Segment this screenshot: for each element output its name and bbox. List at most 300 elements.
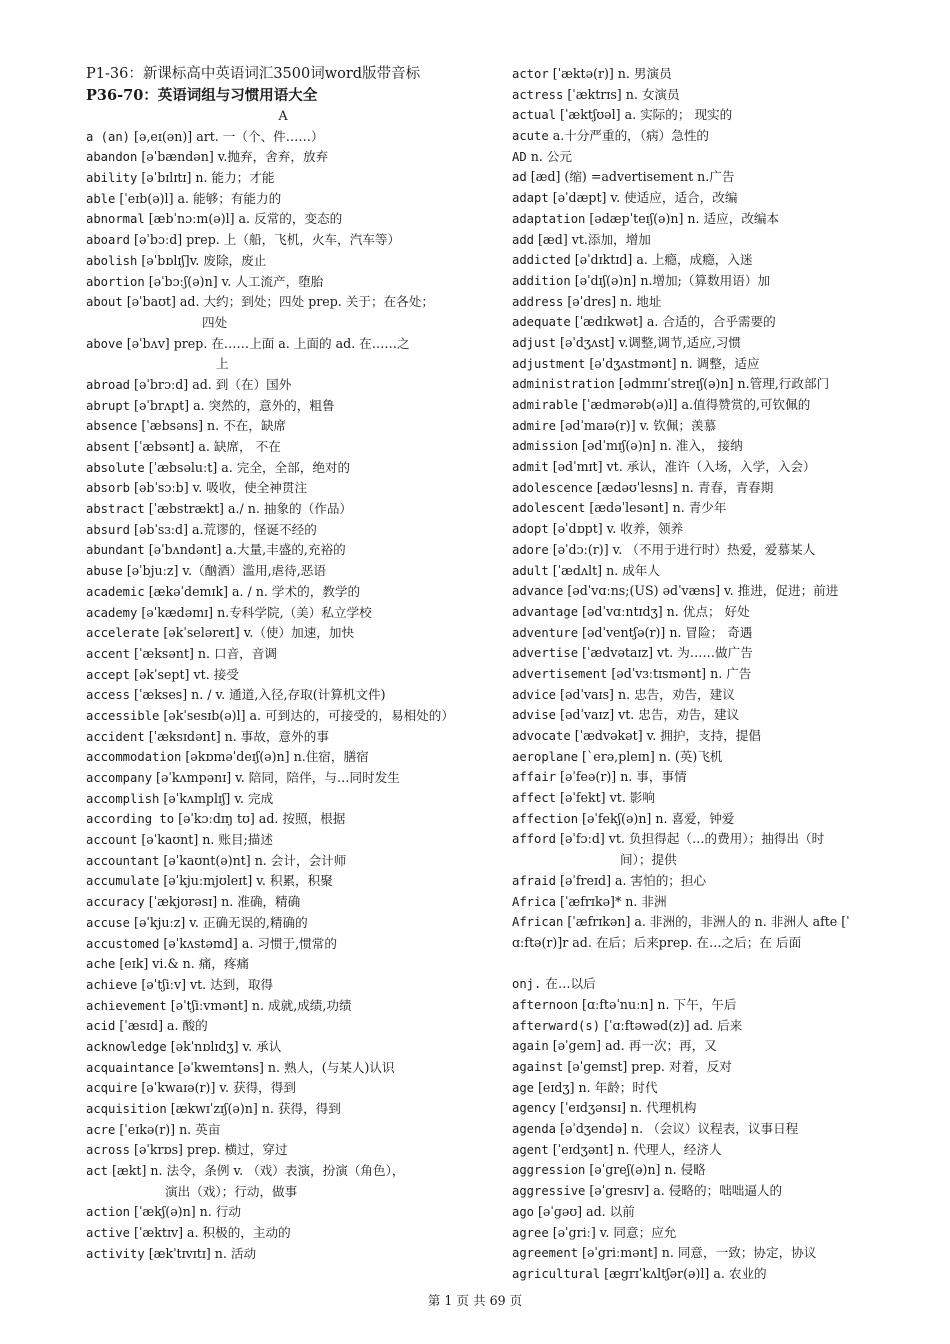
definition: [ədˈmɪt] vt. 承认，准许（入场，入学，入会） <box>548 459 816 475</box>
vocab-entry <box>86 1078 486 1099</box>
vocab-entry <box>512 188 912 209</box>
vocab-entry <box>86 851 486 872</box>
headword: advertise <box>512 646 579 661</box>
headword: above <box>86 336 123 351</box>
definition: [əˈbrʌpt] a. 突然的，意外的，粗鲁 <box>130 397 335 413</box>
left-column <box>86 64 486 1265</box>
vocab-entry <box>512 1160 912 1181</box>
definition: [ˈæktʃʊəl] a. 实际的； 现实的 <box>556 107 733 123</box>
definition: [ˈædɪkwət] a. 合适的，合乎需要的 <box>570 314 776 330</box>
vocab-entry <box>512 292 912 313</box>
definition: [ædəʊˈlesns] n. 青春，青春期 <box>592 479 774 495</box>
vocab-entry <box>512 1181 912 1202</box>
definition: [ˈæfrɪkən] a. 非洲的，非洲人的 n. 非洲人 afte [ˈ <box>563 914 850 930</box>
headword: add <box>512 232 535 247</box>
headword: active <box>86 1226 131 1241</box>
vocab-entry <box>512 1140 912 1161</box>
definition: 在…以后 <box>541 976 596 992</box>
definition: [ˈæbsənt] a. 缺席， 不在 <box>130 439 281 454</box>
definition: [ədæpˈteɪʃ(ə)n] n. 适应，改编本 <box>585 210 780 226</box>
vocab-entry <box>512 829 912 850</box>
headword: afternoon <box>512 997 579 1012</box>
headword: ability <box>86 171 138 186</box>
headword: abortion <box>86 274 145 289</box>
vocab-entry <box>512 436 912 457</box>
definition: [əˈfekʃ(ə)n] n. 喜爱，钟爱 <box>578 810 735 826</box>
vocab-entry <box>86 520 486 541</box>
vocab-entry <box>86 396 486 417</box>
headword: afraid <box>512 873 557 888</box>
vocab-entry <box>86 665 486 686</box>
definition: [ækəˈdemɪk] a. / n. 学术的，教学的 <box>144 583 361 599</box>
definition: [`erə,pleɪn] n. (英)飞机 <box>578 748 723 764</box>
definition: [əˈfreɪd] a. 害怕的；担心 <box>556 872 707 888</box>
headword: aggression <box>512 1163 586 1178</box>
definition: [ˈæfrɪkə]* n. 非洲 <box>556 893 667 909</box>
vocab-entry <box>512 871 912 892</box>
definition: [əˈdɔː(r)] v. （不用于进行时）热爱，爱慕某人 <box>548 541 816 557</box>
right-column <box>512 64 912 1285</box>
vocab-entry <box>512 498 912 519</box>
definition: [əˈbjuːz] v.（酗酒）滥用,虐待,恶语 <box>122 563 326 579</box>
definition: [əˈgriː] v. 同意；应允 <box>548 1224 677 1240</box>
vocab-entry <box>512 1078 912 1099</box>
definition: [əˈtʃiːv] vt. 达到，取得 <box>137 976 274 992</box>
vocab-entry <box>86 913 486 934</box>
headword: across <box>86 1143 131 1158</box>
definition: [ədˈvɜːtɪsmənt] n. 广告 <box>607 665 752 681</box>
definition: [ədmɪnɪˈstreɪʃ(ə)n] n.管理,行政部门 <box>614 376 830 392</box>
headword: about <box>86 295 123 310</box>
definition: [ˈædvəkət] v. 拥护，支持，提倡 <box>570 728 761 743</box>
vocab-entry <box>512 416 912 437</box>
vocab-entry <box>512 333 912 354</box>
headword: afterward(s) <box>512 1018 601 1033</box>
entry-continuation: 四处 <box>202 314 228 330</box>
headword: accountant <box>86 853 160 868</box>
vocab-entry <box>512 126 912 147</box>
entry-continuation: 间）；提供 <box>620 852 677 868</box>
definition: [əˈkjuːmjʊleɪt] v. 积累，积聚 <box>159 873 333 889</box>
definition: [əˈbɔːʃ(ə)n] v. 人工流产，堕胎 <box>144 273 324 289</box>
entry-continuation: 上 <box>216 356 229 372</box>
headword: accompany <box>86 771 153 785</box>
definition: [eɪdʒ] n. 年龄；时代 <box>534 1079 658 1095</box>
vocab-entry <box>86 1058 486 1079</box>
definition: n. 公元 <box>526 148 572 164</box>
headword: accident <box>86 729 145 744</box>
definition: [ˈædvətaɪz] vt. 为……做广告 <box>578 645 753 661</box>
headword: adequate <box>512 315 571 330</box>
vocab-entry <box>512 664 912 685</box>
vocab-entry <box>86 1202 486 1223</box>
headword: abandon <box>86 150 138 165</box>
headword: adapt <box>512 191 549 206</box>
definition: [ˈækjʊrəsɪ] n. 准确，精确 <box>144 894 301 910</box>
vocab-entry <box>86 892 486 913</box>
definition: [æd] (缩) =advertisement n.广告 <box>526 169 735 185</box>
headword: admission <box>512 439 579 454</box>
definition: [ədˈvaɪz] vt. 忠告，劝告，建议 <box>556 707 740 723</box>
vocab-entry <box>512 705 912 726</box>
vocab-entry <box>86 209 486 230</box>
definition: [əˈgriːmənt] n. 同意，一致；协定，协议 <box>578 1245 817 1261</box>
definition: [əˈkaʊnt] n. 账目;描述 <box>137 832 273 848</box>
definition: [əˈgəʊ] ad. 以前 <box>534 1203 635 1219</box>
definition: [əˈkjuːz] v. 正确无误的,精确的 <box>130 914 308 930</box>
headword: against <box>512 1060 564 1074</box>
vocab-entry <box>86 499 486 520</box>
vocab-entry <box>86 1037 486 1058</box>
vocab-entry <box>86 147 486 168</box>
vocab-entry <box>512 167 912 188</box>
headword: acknowledge <box>86 1039 167 1054</box>
vocab-entry <box>512 623 912 644</box>
definition: [ækwɪˈzɪʃ(ə)n] n. 获得，得到 <box>166 1101 341 1116</box>
definition: [ˈæksɪdənt] n. 事故，意外的事 <box>144 728 329 744</box>
headword: administration <box>512 377 615 392</box>
vocab-entry <box>512 105 912 126</box>
vocab-entry <box>512 643 912 664</box>
definition: [əˈbʌndənt] a.大量,丰盛的,充裕的 <box>144 542 346 558</box>
definition: [əˈdʒʌst] v.调整,调节,适应,习惯 <box>556 334 741 350</box>
vocab-entry <box>512 1202 912 1223</box>
definition: [ˈeɪdʒənt] n. 代理人，经济人 <box>548 1141 722 1157</box>
vocab-entry <box>86 540 486 561</box>
vocab-entry <box>86 127 486 148</box>
headword: absurd <box>86 522 131 537</box>
vocab-entry <box>512 995 912 1016</box>
vocab-entry <box>86 789 486 810</box>
headword: a (an) <box>86 129 131 144</box>
definition: [əˈkʌstəmd] a. 习惯于,惯常的 <box>159 935 337 951</box>
headword: ago <box>512 1204 535 1219</box>
headword: African <box>512 915 564 930</box>
definition: [ˈæbsəns] n. 不在，缺席 <box>137 418 287 434</box>
definition: [ədˈmaɪə(r)] v. 钦佩；羡慕 <box>556 417 717 433</box>
vocab-entry <box>86 168 486 189</box>
section-letter: A <box>278 108 288 123</box>
definition: [əˈgresɪv] a. 侵略的；咄咄逼人的 <box>585 1183 783 1199</box>
headword: actor <box>512 67 549 81</box>
definition: [əˈdʒendə] n. （会议）议程表，议事日程 <box>556 1121 799 1137</box>
vocab-entry <box>512 1223 912 1244</box>
doc-title-line-1: P1-36：新课标高中英语词汇3500词word版带音标 <box>86 66 421 82</box>
headword: absolute <box>86 460 145 475</box>
headword: absent <box>86 440 131 454</box>
definition: [ədˈvɑːntɪdʒ] n. 优点； 好处 <box>578 603 750 619</box>
headword: able <box>86 191 116 206</box>
vocab-entry <box>86 768 486 789</box>
vocab-entry <box>512 1057 912 1078</box>
vocab-entry <box>512 478 912 499</box>
headword: aeroplane <box>512 749 579 764</box>
vocab-entry <box>86 1223 486 1244</box>
vocab-entry <box>512 747 912 768</box>
vocab-entry <box>512 1243 912 1264</box>
vocab-entry <box>86 830 486 851</box>
headword: according to <box>86 812 175 827</box>
vocab-entry <box>512 519 912 540</box>
definition: [əˈkʌmplɪʃ] v. 完成 <box>159 790 274 806</box>
headword: accuse <box>86 915 131 930</box>
headword: advance <box>512 584 564 599</box>
headword: ad <box>512 170 527 185</box>
doc-title-line-2: P36-70：英语词组与习惯用语大全 <box>86 87 318 104</box>
definition: [əˈdɪktɪd] a. 上瘾，成瘾，入迷 <box>570 252 753 268</box>
headword: affect <box>512 791 557 806</box>
headword: advocate <box>512 729 571 743</box>
definition: [əˈkɔːdɪŋ tʊ] ad. 按照，根据 <box>174 811 346 827</box>
vocab-entry <box>512 64 912 85</box>
vocab-entry <box>86 685 486 706</box>
vocab-entry <box>512 1119 912 1140</box>
definition: [əˈbændən] v.抛弃，舍弃，放弃 <box>137 149 329 165</box>
vocab-entry <box>86 251 486 272</box>
headword: access <box>86 688 131 703</box>
headword: adventure <box>512 625 579 640</box>
definition: [æd] vt.添加，增加 <box>534 231 651 247</box>
definition: [ˈæbstrækt] a./ n. 抽象的（作品） <box>144 501 353 517</box>
headword: advertisement <box>512 666 608 681</box>
headword: accommodation <box>86 750 182 765</box>
definition: [əˈkaʊnt(ə)nt] n. 会计，会计师 <box>159 852 347 868</box>
vocab-entry <box>86 437 486 458</box>
headword: adolescent <box>512 501 586 516</box>
headword: abuse <box>86 564 123 579</box>
headword: adopt <box>512 522 549 537</box>
definition: [əˈkrɒs] prep. 横过，穿过 <box>130 1142 288 1158</box>
headword: afford <box>512 832 557 847</box>
vocab-entry <box>512 271 912 292</box>
headword: addicted <box>512 253 571 268</box>
headword: agricultural <box>512 1266 601 1281</box>
headword: abrupt <box>86 398 131 413</box>
vocab-entry <box>512 85 912 106</box>
headword: agenda <box>512 1122 557 1137</box>
definition: [ˈækses] n. / v. 通道,入径,存取(计算机文件) <box>130 687 386 703</box>
headword: action <box>86 1205 131 1220</box>
definition: [ˈeɪb(ə)l] a. 能够；有能力的 <box>115 190 282 206</box>
headword: academy <box>86 605 138 620</box>
vocab-entry <box>86 1099 486 1120</box>
vocab-entry <box>512 209 912 230</box>
headword: acquaintance <box>86 1060 175 1075</box>
definition: [ˈɑːftəwəd(z)] ad. 后来 <box>600 1017 743 1033</box>
definition: [əˈfeə(r)] n. 事，事情 <box>556 769 687 785</box>
definition: [ædəˈlesənt] n. 青少年 <box>585 500 727 516</box>
vocab-entry <box>86 292 486 313</box>
vocab-entry <box>512 1098 912 1119</box>
vocab-entry <box>512 912 912 933</box>
headword: accuracy <box>86 895 145 910</box>
vocab-entry <box>512 147 912 168</box>
headword: accent <box>86 646 131 661</box>
definition: [əˈgreʃ(ə)n] n. 侵略 <box>585 1162 706 1178</box>
vocab-entry <box>86 809 486 830</box>
vocab-entry <box>512 788 912 809</box>
headword: advise <box>512 708 557 723</box>
definition: [ˈæbsəluːt] a. 完全，全部，绝对的 <box>144 459 351 475</box>
definition: [ɑːftəˈnuːn] n. 下午，午后 <box>578 996 737 1012</box>
definition: [ˈeɪkə(r)] n. 英亩 <box>115 1121 221 1137</box>
vocab-entry <box>86 272 486 293</box>
headword: agree <box>512 1225 549 1240</box>
definition: a.十分严重的，（病）急性的 <box>548 128 710 144</box>
definition: [əkˈseləreɪt] v.（使）加速，加快 <box>159 625 355 641</box>
vocab-entry <box>86 975 486 996</box>
definition: [ˈæsɪd] a. 酸的 <box>115 1018 208 1034</box>
headword: abolish <box>86 253 138 268</box>
definition: [əkˈnɒlɪdʒ] v. 承认 <box>166 1038 282 1054</box>
definition: [əˈfɔːd] vt. 负担得起（…的费用）；抽得出（时 <box>556 831 825 847</box>
headword: acquire <box>86 1081 138 1096</box>
definition: [əˈbɪlɪtɪ] n. 能力；才能 <box>137 170 275 186</box>
definition: [ˈæksənt] n. 口音，音调 <box>130 645 277 661</box>
headword: affection <box>512 811 579 826</box>
vocab-entry <box>512 230 912 251</box>
headword: accustomed <box>86 936 160 951</box>
definition: [ədˈmɪʃ(ə)n] n. 准入， 接纳 <box>578 438 743 454</box>
headword: adaptation <box>512 211 586 226</box>
vocab-entry <box>86 747 486 768</box>
definition: [əˈkʌmpənɪ] v. 陪同，陪伴，与…同时发生 <box>152 770 400 785</box>
definition: [əˈdɒpt] v. 收养，领养 <box>548 521 684 537</box>
headword: agency <box>512 1101 557 1116</box>
definition: [ˈæktə(r)] n. 男演员 <box>548 66 672 81</box>
vocab-entry <box>86 1120 486 1141</box>
vocab-entry <box>512 685 912 706</box>
vocab-entry <box>86 334 486 355</box>
headword: admire <box>512 418 557 433</box>
vocab-entry <box>86 416 486 437</box>
headword: adore <box>512 542 549 557</box>
vocab-entry <box>86 458 486 479</box>
vocab-entry <box>86 603 486 624</box>
vocab-entry <box>512 767 912 788</box>
definition: [ˈæktrɪs] n. 女演员 <box>563 86 680 102</box>
vocab-entry <box>86 230 486 251</box>
blank-line <box>512 954 912 975</box>
definition: [əkɒməˈdeɪʃ(ə)n] n.住宿，膳宿 <box>181 749 369 765</box>
headword: accessible <box>86 708 160 723</box>
headword: address <box>512 294 564 309</box>
vocab-entry <box>86 1140 486 1161</box>
definition: [ədˈvɑːns;(US) ədˈvæns] v. 推进，促进；前进 <box>563 583 839 599</box>
headword: absence <box>86 419 138 434</box>
definition: [əˈbʌv] prep. 在……上面 a. 上面的 ad. 在……之 <box>122 335 410 351</box>
vocab-entry <box>86 727 486 748</box>
definition: [əˈbaʊt] ad. 大约；到处；四处 prep. 关于；在各处； <box>122 294 434 310</box>
definition: [əˈtʃiːvmənt] n. 成就,成绩,功绩 <box>166 997 352 1013</box>
headword: activity <box>86 1246 145 1261</box>
page-footer: 第 1 页 共 69 页 <box>427 1293 523 1308</box>
vocab-entry <box>86 623 486 644</box>
vocab-entry <box>512 974 912 995</box>
definition: [əˈkædəmɪ] n.专科学院,（美）私立学校 <box>137 604 372 620</box>
definition: [əˈfekt] vt. 影响 <box>556 790 655 806</box>
vocab-entry <box>86 954 486 975</box>
headword: adult <box>512 563 549 578</box>
definition: [əbˈsɜːd] a.荒谬的，怪诞不经的 <box>130 521 317 537</box>
headword: aggressive <box>512 1184 586 1199</box>
definition: [eɪk] vi.& n. 痛，疼痛 <box>115 956 250 972</box>
vocab-entry <box>512 312 912 333</box>
entry-continuation: ɑːftə(r)]r ad. 在后；后来prep. 在…之后；在 后面 <box>512 934 802 950</box>
definition: [ˈæktɪv] a. 积极的，主动的 <box>130 1225 291 1241</box>
headword: accelerate <box>86 626 160 641</box>
vocab-entry <box>86 478 486 499</box>
definition: [ˈækʃ(ə)n] n. 行动 <box>130 1204 241 1220</box>
headword: academic <box>86 584 145 599</box>
vocab-entry <box>86 189 486 210</box>
headword: ache <box>86 957 116 972</box>
vocab-entry <box>512 809 912 830</box>
definition: [ˈædmərəb(ə)l] a.值得赞赏的,可钦佩的 <box>578 397 811 412</box>
headword: adjustment <box>512 356 586 371</box>
vocab-entry <box>86 706 486 727</box>
headword: admirable <box>512 398 579 412</box>
headword: advantage <box>512 604 579 619</box>
headword: act <box>86 1164 109 1179</box>
headword: abnormal <box>86 212 145 227</box>
definition: [ækt] n. 法令，条例 v. （戏）表演，扮演（角色）， <box>108 1163 405 1179</box>
headword: agreement <box>512 1246 579 1261</box>
headword: age <box>512 1080 535 1095</box>
definition: [əbˈsɔːb] v. 吸收，使全神贯注 <box>130 480 308 496</box>
headword: acquisition <box>86 1102 167 1116</box>
vocab-entry <box>512 581 912 602</box>
vocab-entry <box>512 1016 912 1037</box>
definition: [əˈgeɪn] ad. 再一次；再，又 <box>548 1038 717 1054</box>
headword: actual <box>512 108 557 123</box>
vocab-entry <box>512 395 912 416</box>
headword: acre <box>86 1122 116 1137</box>
vocab-entry <box>86 1244 486 1265</box>
headword: advice <box>512 687 557 702</box>
vocab-entry <box>86 871 486 892</box>
vocab-entry <box>86 1161 486 1182</box>
definition: [ədˈventʃə(r)] n. 冒险； 奇遇 <box>578 624 753 640</box>
headword: abstract <box>86 502 145 517</box>
definition: [ˈædʌlt] n. 成年人 <box>548 562 660 578</box>
headword: account <box>86 833 138 848</box>
headword: aboard <box>86 233 131 248</box>
headword: onj. <box>512 977 542 992</box>
headword: admit <box>512 460 549 475</box>
definition: [əˈkwaɪə(r)] v. 获得，得到 <box>137 1080 296 1096</box>
headword: achieve <box>86 977 138 992</box>
definition: [əˈbɒlɪʃ]v. 废除，废止 <box>137 252 267 268</box>
vocab-entry <box>512 250 912 271</box>
vocab-entry <box>512 892 912 913</box>
headword: abroad <box>86 377 131 392</box>
vocab-entry <box>86 996 486 1017</box>
vocab-entry <box>512 1264 912 1285</box>
headword: accept <box>86 667 131 682</box>
headword: absorb <box>86 481 131 496</box>
definition: [ækˈtɪvɪtɪ] n. 活动 <box>144 1245 257 1261</box>
definition: [əkˈsept] vt. 接受 <box>130 666 239 682</box>
definition: [ˈeɪdʒənsɪ] n. 代理机构 <box>556 1100 697 1116</box>
definition: [ə,eɪ(ən)] art. 一（个、件……） <box>130 128 324 144</box>
headword: again <box>512 1039 549 1054</box>
headword: adolescence <box>512 480 593 495</box>
definition: [əˈbɔːd] prep. 上（船，飞机，火车，汽车等） <box>130 232 401 248</box>
vocab-entry <box>512 561 912 582</box>
headword: affair <box>512 770 557 785</box>
vocab-entry <box>86 561 486 582</box>
